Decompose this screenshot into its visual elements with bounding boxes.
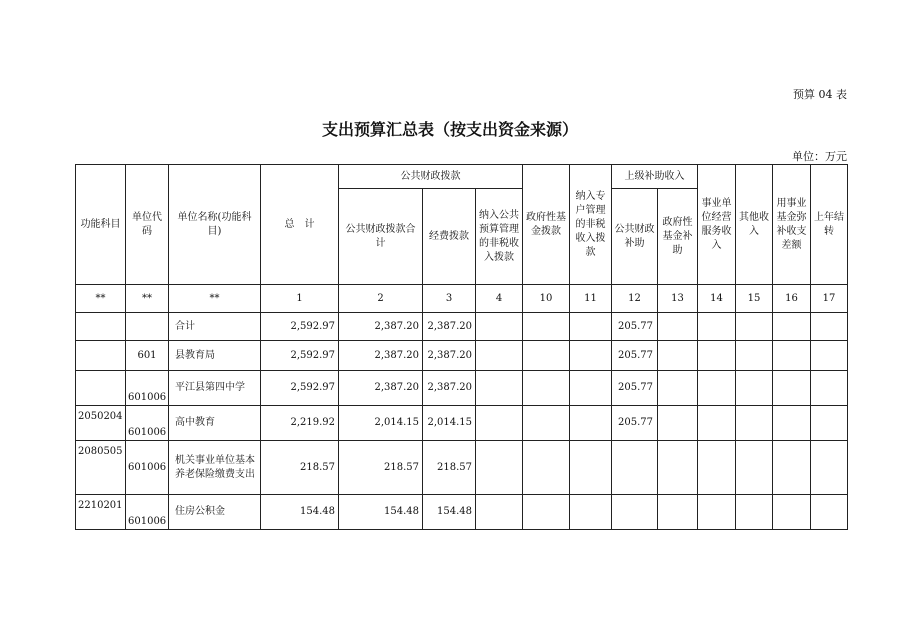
unit-name-cell: 合计 [169,313,261,341]
unit-name-cell: 县教育局 [169,341,261,371]
unit-label: 单位：万元 [792,150,847,163]
total-cell: 154.48 [261,495,339,530]
header-fund-gap: 用事业基金弥补收支差额 [773,165,811,285]
empty-cell [570,313,612,341]
pf-sum-cell: 2,387.20 [339,313,423,341]
empty-cell [523,495,570,530]
func-subject-cell [76,313,126,341]
empty-cell [570,341,612,371]
subsidy-cell: 205.77 [612,406,658,441]
index-cell: 13 [658,285,698,313]
empty-cell [476,313,523,341]
empty-cell [523,441,570,495]
empty-cell [773,313,811,341]
index-cell: 12 [612,285,658,313]
header-func-subject: 功能科目 [76,165,126,285]
empty-cell [773,441,811,495]
header-business-income: 事业单位经营服务收入 [698,165,736,285]
table-row [76,313,848,341]
empty-cell [570,441,612,495]
unit-code-cell: 601006 [126,441,169,495]
header-gov-fund: 政府性基金拨款 [523,165,570,285]
pf-sum-cell: 218.57 [339,441,423,495]
subsidy-cell [612,441,658,495]
empty-cell [736,371,773,406]
funding-cell: 2,387.20 [423,341,476,371]
page-title: 支出预算汇总表（按支出资金来源） [321,120,578,139]
empty-cell [523,313,570,341]
empty-cell [476,495,523,530]
index-cell: 16 [773,285,811,313]
empty-cell [523,371,570,406]
empty-cell [570,371,612,406]
func-subject-cell: 2080505 [76,441,126,495]
empty-cell [658,341,698,371]
funding-cell: 154.48 [423,495,476,530]
func-subject-cell: 2210201 [76,495,126,530]
empty-cell [811,441,848,495]
empty-cell [698,495,736,530]
unit-code-cell: 601 [126,341,169,371]
empty-cell [811,371,848,406]
empty-cell [736,313,773,341]
pf-sum-cell: 2,387.20 [339,341,423,371]
total-cell: 2,592.97 [261,313,339,341]
index-cell: 11 [570,285,612,313]
unit-name-cell: 住房公积金 [169,495,261,530]
header-funding: 经费拨款 [423,189,476,285]
table-row [76,441,848,495]
index-cell: 4 [476,285,523,313]
index-cell: 17 [811,285,848,313]
header-superior-subsidy: 上级补助收入 [612,165,698,189]
empty-cell [736,495,773,530]
header-total: 总 计 [261,165,339,285]
empty-cell [811,495,848,530]
header-public-finance-subsidy: 公共财政补助 [612,189,658,285]
unit-code-cell: 601006 [126,371,169,406]
funding-cell: 218.57 [423,441,476,495]
total-cell: 2,592.97 [261,341,339,371]
header-non-tax-mgmt: 纳入公共预算管理的非税收入拨款 [476,189,523,285]
unit-code-cell: 601006 [126,406,169,441]
empty-cell [736,406,773,441]
empty-cell [773,495,811,530]
empty-cell [570,406,612,441]
table-row [76,406,848,441]
budget-table [75,164,848,530]
func-subject-cell: 2050204 [76,406,126,441]
empty-cell [736,441,773,495]
empty-cell [658,406,698,441]
table-row [76,341,848,371]
header-public-finance: 公共财政拨款 [339,165,523,189]
subsidy-cell: 205.77 [612,313,658,341]
index-row [76,285,848,313]
unit-name-cell: 平江县第四中学 [169,371,261,406]
subsidy-cell: 205.77 [612,341,658,371]
table-row [76,495,848,530]
empty-cell [658,371,698,406]
empty-cell [773,406,811,441]
empty-cell [476,441,523,495]
pf-sum-cell: 154.48 [339,495,423,530]
empty-cell [698,341,736,371]
empty-cell [698,406,736,441]
header-unit-code: 单位代码 [126,165,169,285]
empty-cell [476,406,523,441]
index-cell: 10 [523,285,570,313]
pf-sum-cell: 2,387.20 [339,371,423,406]
form-number: 预算 04 表 [793,88,847,101]
func-subject-cell [76,341,126,371]
index-cell: 3 [423,285,476,313]
unit-code-cell [126,313,169,341]
index-cell: ** [126,285,169,313]
funding-cell: 2,014.15 [423,406,476,441]
index-cell: ** [76,285,126,313]
empty-cell [698,441,736,495]
index-cell: 14 [698,285,736,313]
header-public-finance-sum: 公共财政拨款合计 [339,189,423,285]
total-cell: 2,592.97 [261,371,339,406]
index-cell: 15 [736,285,773,313]
index-cell: 1 [261,285,339,313]
pf-sum-cell: 2,014.15 [339,406,423,441]
empty-cell [811,341,848,371]
empty-cell [773,371,811,406]
empty-cell [476,371,523,406]
unit-name-cell: 机关事业单位基本养老保险缴费支出 [169,441,261,495]
index-cell: 2 [339,285,423,313]
empty-cell [523,341,570,371]
funding-cell: 2,387.20 [423,313,476,341]
header-gov-fund-subsidy: 政府性基金补助 [658,189,698,285]
empty-cell [523,406,570,441]
header-unit-name: 单位名称(功能科目) [169,165,261,285]
total-cell: 2,219.92 [261,406,339,441]
empty-cell [736,341,773,371]
empty-cell [476,341,523,371]
funding-cell: 2,387.20 [423,371,476,406]
empty-cell [811,313,848,341]
unit-code-cell: 601006 [126,495,169,530]
table-row [76,371,848,406]
header-other-income: 其他收入 [736,165,773,285]
total-cell: 218.57 [261,441,339,495]
subsidy-cell: 205.77 [612,371,658,406]
empty-cell [658,441,698,495]
empty-cell [658,313,698,341]
empty-cell [773,341,811,371]
empty-cell [698,371,736,406]
header-row-1 [76,165,848,189]
index-cell: ** [169,285,261,313]
empty-cell [811,406,848,441]
header-prev-year-carry: 上年结转 [811,165,848,285]
empty-cell [658,495,698,530]
unit-name-cell: 高中教育 [169,406,261,441]
empty-cell [698,313,736,341]
header-special-non-tax: 纳入专户管理的非税收入拨款 [570,165,612,285]
subsidy-cell [612,495,658,530]
empty-cell [570,495,612,530]
func-subject-cell [76,371,126,406]
